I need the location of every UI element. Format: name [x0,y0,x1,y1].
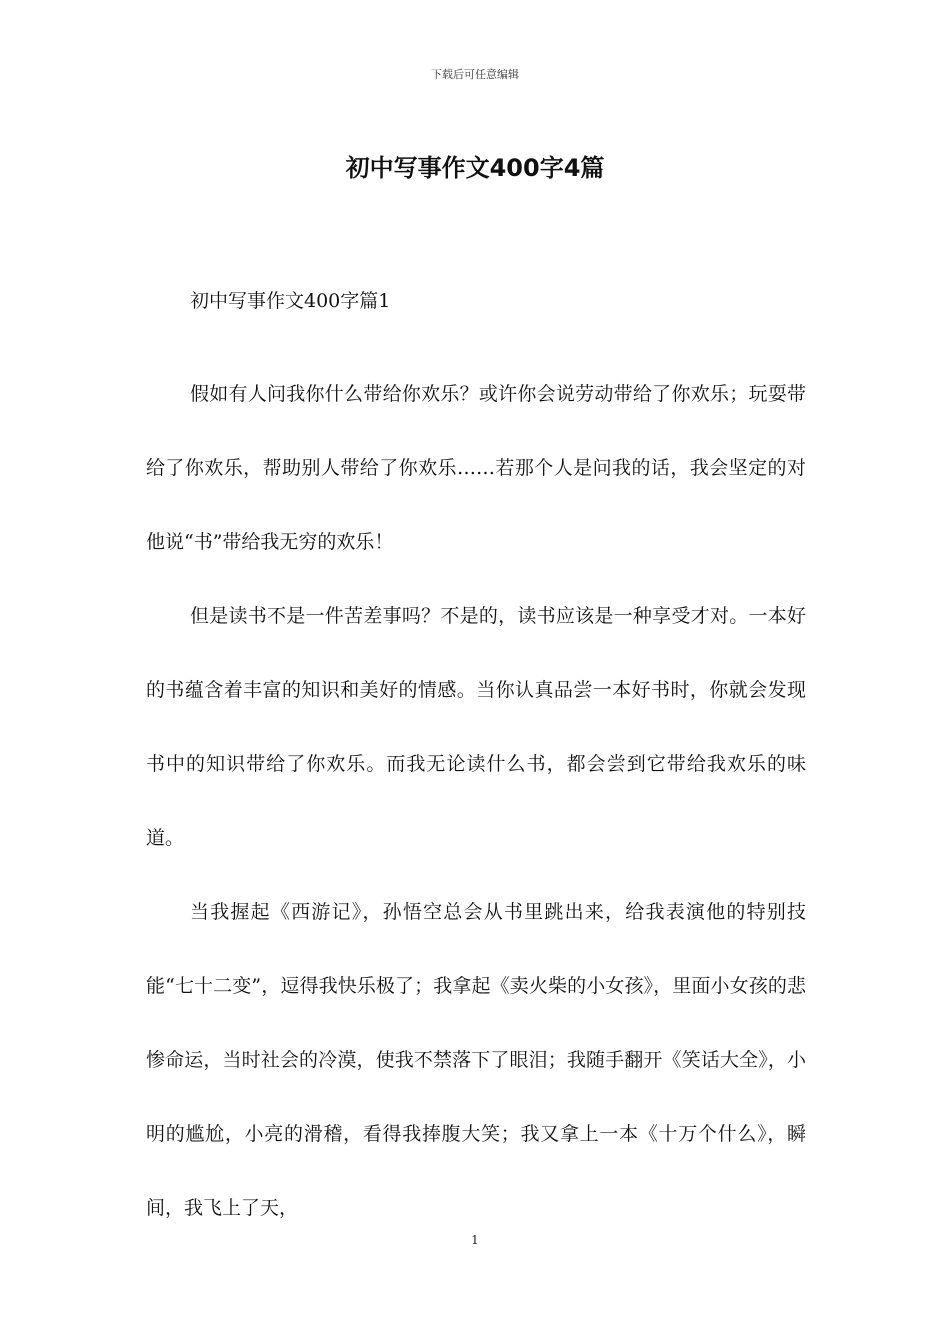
heading-spacer [146,320,806,357]
paragraph-1: 假如有人问我你什么带给你欢乐？或许你会说劳动带给了你欢乐；玩耍带给了你欢乐，帮助别人带给了你欢乐……若那个人是问我的话，我会坚定的对他说“书”带给我无穷的欢乐！ [146,383,806,553]
header-note: 下载后可任意编辑 [431,68,519,81]
document-title: 初中写事作文400字4篇 [345,154,605,182]
document-body [146,283,806,1245]
paragraph-2: 但是读书不是一件苦差事吗？不是的，读书应该是一种享受才对。一本好的书蕴含着丰富的知识和美好的情感。当你认真品尝一本好书时，你就会发现书中的知识带给了你欢乐。而我无论读什么书，都会尝到它带给我欢乐的味道。 [146,605,806,849]
paragraph-3: 当我握起《西游记》，孙悟空总会从书里跳出来，给我表演他的特别技能“七十二变”，逗得我快乐极了；我拿起《卖火柴的小女孩》，里面小女孩的悲惨命运，当时社会的冷漠，使我不禁落下了眼泪；我随手翻开《笑话大全》，小明的尴尬，小亮的滑稽，看得我捧腹大笑；我又拿上一本《十万个什么》，瞬间，我飞上了天， [146,901,806,1219]
section-heading: 初中写事作文400字篇1 [190,290,391,312]
page-number: 1 [471,1233,479,1247]
